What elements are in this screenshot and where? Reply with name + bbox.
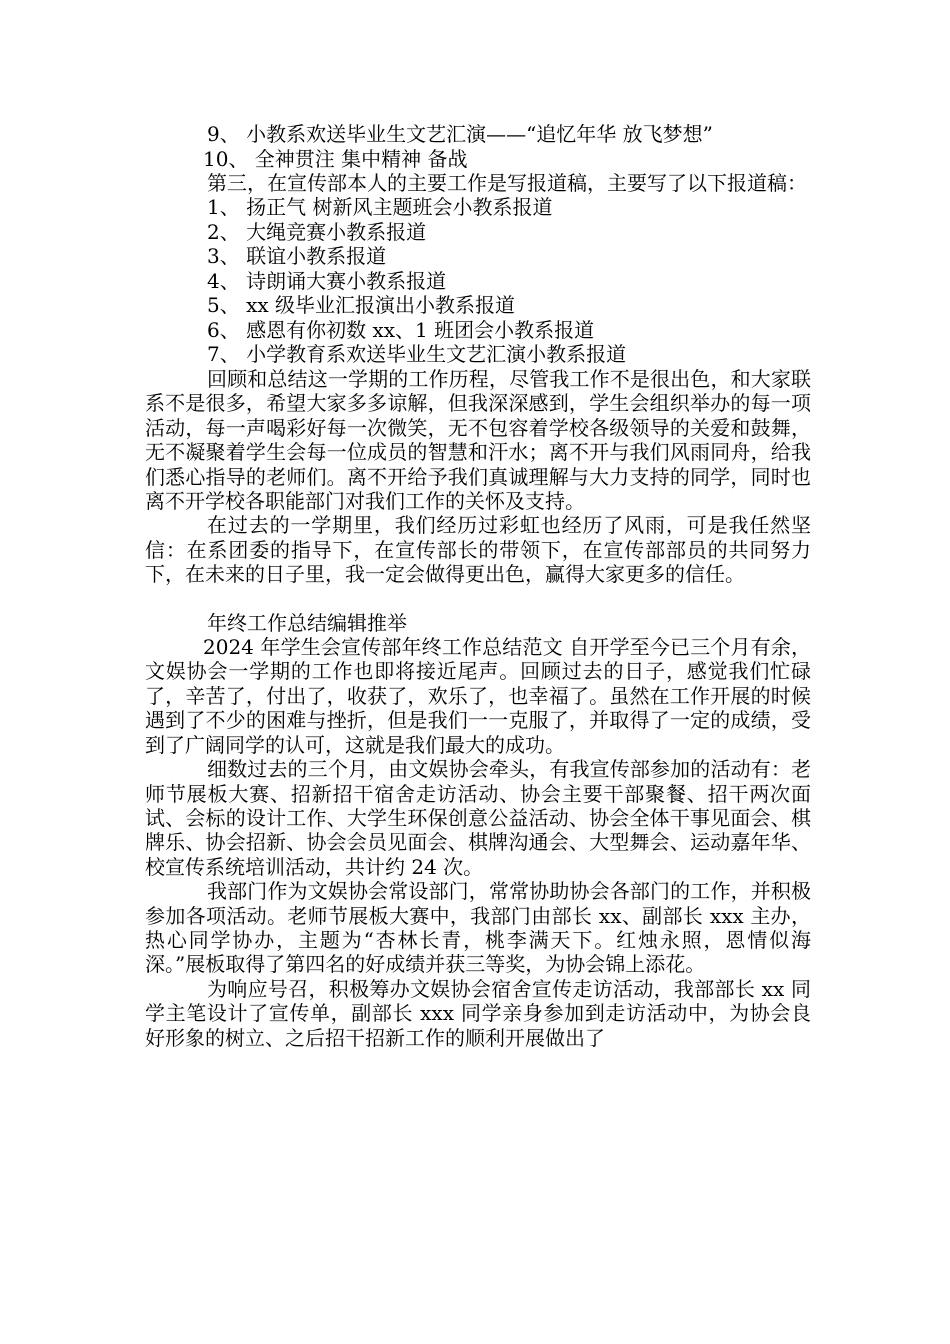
list-item: 9、 小教系欢送毕业生文艺汇演——“追忆年华 放飞梦想” <box>207 122 713 146</box>
document-body <box>145 122 811 1050</box>
summary-paragraph: 2024 年学生会宣传部年终工作总结范文 自开学至今已三个月有余，文娱协会一学期的工作也即将接近尾声。回顾过去的日子，感觉我们忙碌了，辛苦了，付出了，收获了，欢乐了，也幸福了。虽然在工作开展的时候遇到了不少的困难与挫折，但是我们一一克服了，并取得了一定的成绩，受到了广阔同学的认可，这就是我们最大的成功。 <box>145 635 811 757</box>
report-item: 2、 大绳竞赛小教系报道 <box>207 219 427 244</box>
list-item: 10、 全神贯注 集中精神 备战 <box>203 146 468 171</box>
third-intro-paragraph: 第三，在宣传部本人的主要工作是写报道稿，主要写了以下报道稿： <box>207 171 807 195</box>
report-item: 3、 联谊小教系报道 <box>207 244 387 269</box>
report-item: 6、 感恩有你初数 xx、1 班团会小教系报道 <box>207 317 595 342</box>
review-paragraph: 回顾和总结这一学期的工作历程，尽管我工作不是很出色，和大家联系不是很多，希望大家多多谅解，但我深深感到，学生会组织举办的每一项活动，每一声喝彩好每一次微笑，无不包容着学校各级领导的关爱和鼓舞，无不凝聚着学生会每一位成员的智慧和汗水；离不开与我们风雨同舟，给我们悉心指导的老师们。离不开给予我们真诚理解与大力支持的同学，同时也离不开学校各职能部门对我们工作的关怀及支持。 <box>145 366 811 513</box>
activities-paragraph: 细数过去的三个月，由文娱协会牵头，有我宣传部参加的活动有：老师节展板大赛、招新招干宿舍走访活动、协会主要干部聚餐、招干两次面试、会标的设计工作、大学生环保创意公益活动、协会全体干事见面会、棋牌乐、协会招新、协会会员见面会、棋牌沟通会、大型舞会、运动嘉年华、校宣传系统培训活动，共计约 24 次。 <box>145 757 811 879</box>
report-item: 5、 xx 级毕业汇报演出小教系报道 <box>207 293 515 318</box>
section-heading: 年终工作总结编辑推举 <box>207 610 407 635</box>
department-paragraph: 我部门作为文娱协会常设部门，常常协助协会各部门的工作，并积极参加各项活动。老师节展板大赛中，我部门由部长 xx、副部长 xxx 主办，热心同学协办，主题为“杏林长青，桃李满天下。红烛永照，恩情似海深。”展板取得了第四名的好成绩并获三等奖，为协会锦上添花。 <box>145 879 811 977</box>
report-item: 4、 诗朗诵大赛小教系报道 <box>207 268 447 293</box>
visit-paragraph: 为响应号召，积极筹办文娱协会宿舍宣传走访活动，我部部长 xx 同学主笔设计了宣传单，副部长 xxx 同学亲身参加到走访活动中，为协会良好形象的树立、之后招干招新工作的顺利开展做出了 <box>145 976 811 1050</box>
report-item: 1、 扬正气 树新风主题班会小教系报道 <box>207 195 553 220</box>
report-item: 7、 小学教育系欢送毕业生文艺汇演小教系报道 <box>207 342 627 367</box>
future-paragraph: 在过去的一学期里，我们经历过彩虹也经历了风雨，可是我任然坚信：在系团委的指导下，在宣传部长的带领下，在宣传部部员的共同努力下，在未来的日子里，我一定会做得更出色，赢得大家更多的信任。 <box>145 513 811 587</box>
blank-line <box>145 587 811 611</box>
